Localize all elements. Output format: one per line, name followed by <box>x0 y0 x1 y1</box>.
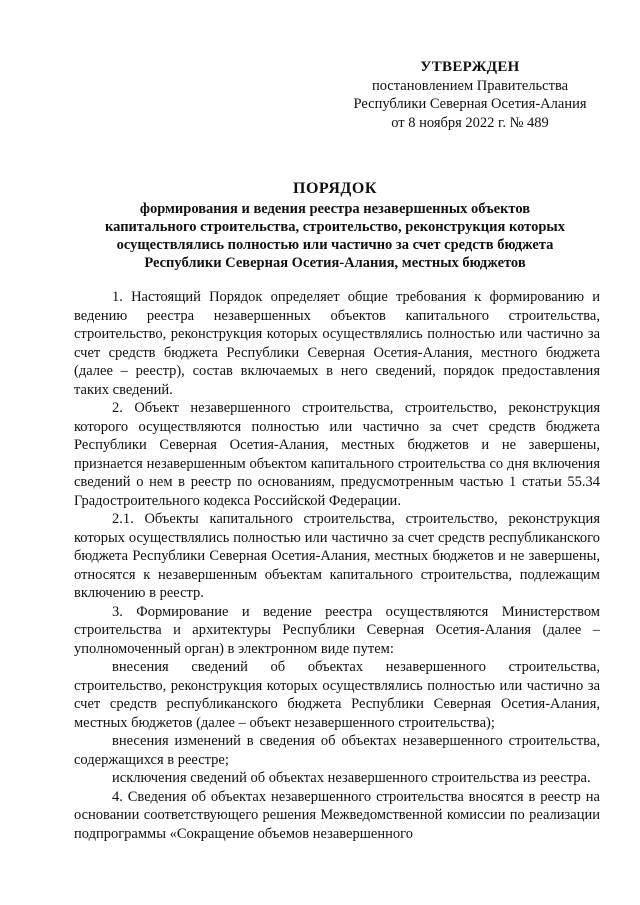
paragraph-3-item-3: исключения сведений об объектах незавершенного строительства из реестра. <box>112 770 591 786</box>
title-line-1: формирования и ведения реестра незавершенных объектов <box>139 201 531 217</box>
title-line-4: Республики Северная Осетия-Алания, местных бюджетов <box>144 255 526 271</box>
paragraph-2-1: 2.1. Объекты капитального строительства, строительство, реконструкция которых осуществлялись полностью или частично за счет средств республиканского бюджета Республики Северная Осетия-Алания, местных бюджетов и не завершены, относятся к незавершенным объектам капитального строительства, подлежащим включению в реестр. <box>74 511 600 601</box>
approval-heading: УТВЕРЖДЕН <box>420 59 520 75</box>
paragraph-1: 1. Настоящий Порядок определяет общие требования к формированию и ведению реестра незавершенных объектов капитального строительства, строительство, реконструкция которых осуществлялись полностью или частично за счет средств бюджета Республики Северная Осетия-Алания, местного бюджета (далее – реестр), состав включаемых в него сведений, порядок предоставления таких сведений. <box>74 289 600 398</box>
approval-line-3: от 8 ноября 2022 г. № 489 <box>391 114 549 131</box>
paragraph-3-item-1: внесения сведений об объектах незавершенного строительства, строительство, реконструкция которых осуществлялись полностью или частично за счет средств республиканского бюджета Республики Северная Осетия-Алания, местных бюджетов (далее – объект незавершенного строительства); <box>74 659 600 731</box>
document-title <box>70 180 600 272</box>
title-main: ПОРЯДОК <box>293 180 377 197</box>
approval-line-1: постановлением Правительства <box>371 77 569 94</box>
paragraph-3-item-2: внесения изменений в сведения об объектах незавершенного строительства, содержащихся в реестре; <box>74 733 600 768</box>
paragraph-4: 4. Сведения об объектах незавершенного строительства вносятся в реестр на основании соответствующего решения Межведомственной комиссии по реализации подпрограммы «Сокращение объемов незавершенного <box>74 788 600 842</box>
paragraph-2: 2. Объект незавершенного строительства, строительство, реконструкция которого осуществляются полностью или частично за счет средств бюджета Республики Северная Осетия-Алания, местных бюджетов и не завершены, признается незавершенным объектом капитального строительства со дня включения сведений о нем в реестр по основаниям, предусмотренным частью 1 статьи 55.34 Градостроительного кодекса Российской Федерации. <box>74 400 600 509</box>
approval-stamp <box>340 58 600 132</box>
paragraph-3: 3. Формирование и ведение реестра осуществляются Министерством строительства и архитектуры Республики Северная Осетия-Алания (далее – уполномоченный орган) в электронном виде путем: <box>74 603 600 657</box>
document-body <box>74 288 600 843</box>
title-line-3: осуществлялись полностью или частично за счет средств бюджета <box>116 237 554 253</box>
approval-line-2: Республики Северная Осетия-Алания <box>353 96 587 112</box>
title-line-2: капитального строительства, строительство, реконструкция которых <box>105 219 565 235</box>
